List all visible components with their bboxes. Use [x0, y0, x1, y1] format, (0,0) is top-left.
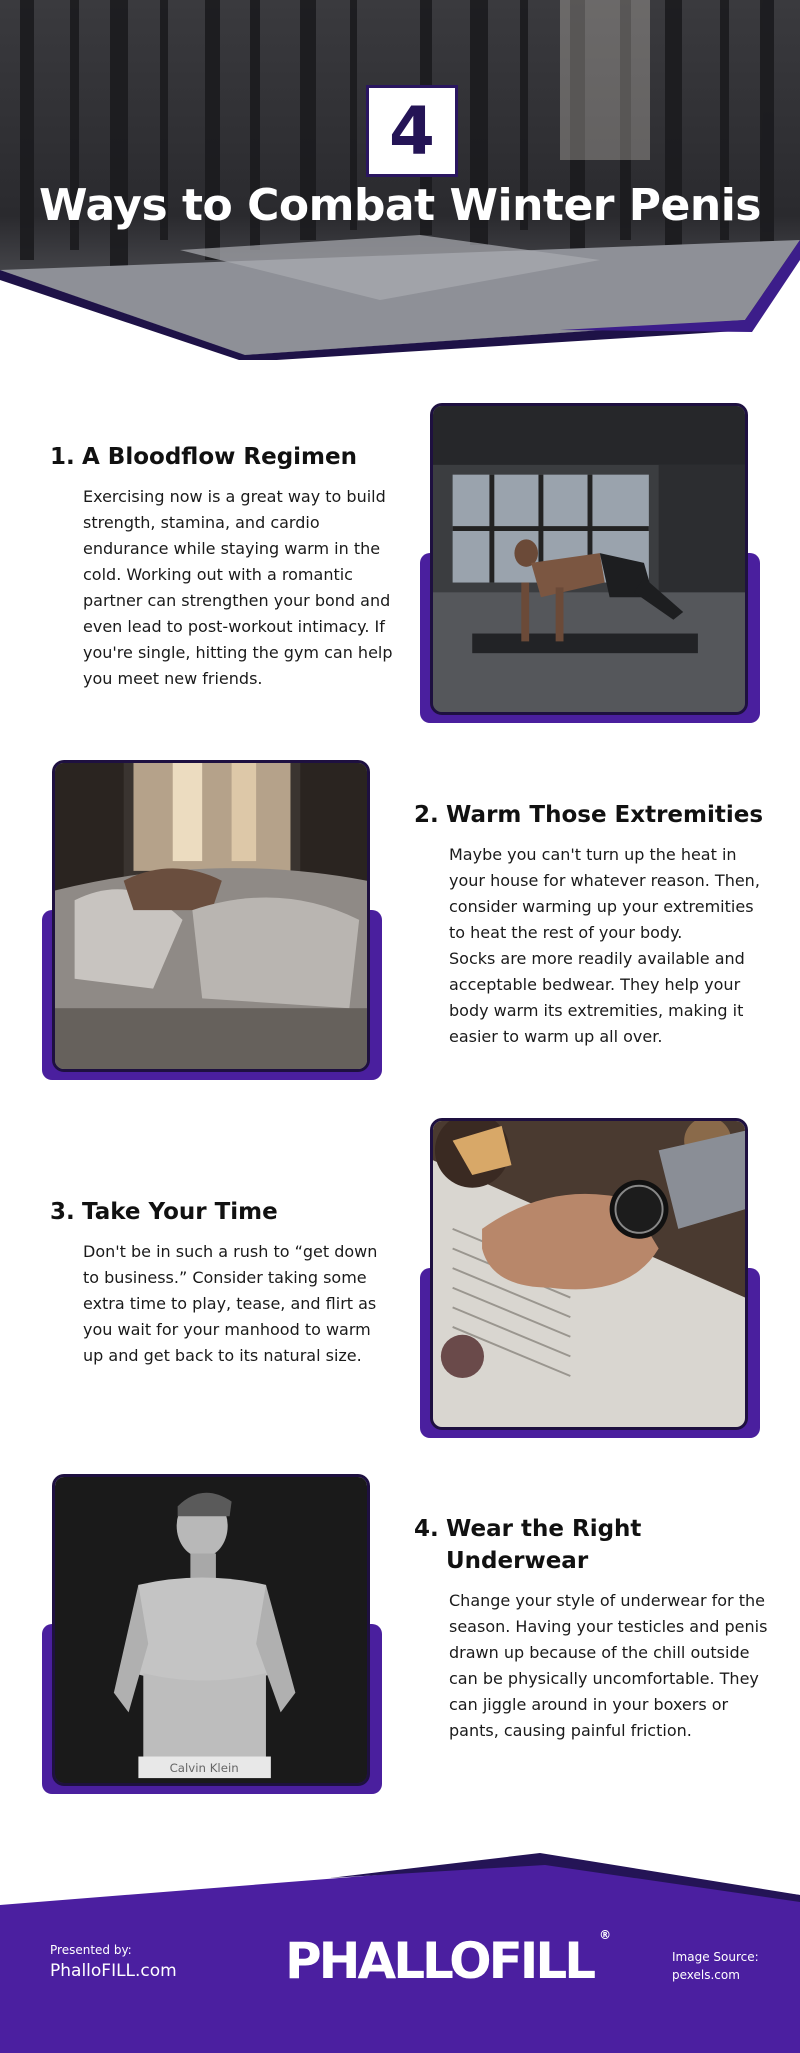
tip-3-photo-frame: [420, 1118, 760, 1438]
tip-2-body: [449, 842, 769, 1050]
tip-3-heading: [50, 1196, 390, 1228]
tip-2-body-paragraph-2: Socks are more readily available and acceptable bedwear. They help your body warm its extremities, making it easier to warm up all over.: [449, 949, 745, 1046]
image-source-block: [672, 1948, 759, 1984]
tip-4-body: Change your style of underwear for the season. Having your testicles and penis drawn up because of the chill outside can be physically uncomfortable. They can jiggle around in your boxers or pants, causing painful friction.: [449, 1591, 768, 1740]
tip-1-number: 1.: [50, 444, 75, 470]
presented-by-site-link[interactable]: PhalloFILL.com: [50, 1961, 177, 1981]
wristwatch-photo: [430, 1118, 748, 1430]
bed-sleeping-photo: [52, 760, 370, 1072]
tip-2-photo-frame: [42, 760, 382, 1080]
brand-logo-text: PHALLOFILL: [285, 1932, 594, 1990]
tip-1-heading: [50, 441, 390, 473]
tip-3-number: 3.: [50, 1199, 75, 1225]
header-banner: [0, 0, 800, 360]
waistband-brand-text: Calvin Klein: [169, 1761, 239, 1776]
tip-4-number: 4.: [414, 1516, 439, 1542]
footer: [0, 1840, 800, 2053]
page-title: Ways to Combat Winter Penis: [39, 180, 761, 231]
registered-mark: ®: [599, 1928, 612, 1942]
presented-by-block: [50, 1943, 177, 1981]
underwear-model-photo: [52, 1474, 370, 1786]
image-source-site[interactable]: pexels.com: [672, 1968, 740, 1982]
tip-2-title: Warm Those Extremities: [446, 802, 764, 828]
tip-3-body: Don't be in such a rush to “get down to business.” Consider taking some extra time to play, tease, and flirt as you wait for your manhood to warm up and get back to its natural size.: [83, 1242, 378, 1365]
brand-logo: [285, 1928, 612, 1990]
gym-workout-photo: [430, 403, 748, 715]
number-badge: 4: [366, 85, 458, 177]
tip-1-title: A Bloodflow Regimen: [82, 444, 357, 470]
tip-4-heading: [414, 1513, 774, 1577]
tip-2-body-paragraph-1: Maybe you can't turn up the heat in your house for whatever reason. Then, consider warming up your extremities to heat the rest of your body.: [449, 845, 760, 942]
tip-3-title: Take Your Time: [82, 1199, 278, 1225]
presented-by-label: Presented by:: [50, 1943, 132, 1957]
tip-1-photo-frame: [420, 403, 760, 723]
image-source-label: Image Source:: [672, 1950, 759, 1964]
tip-4-photo-frame: [42, 1474, 382, 1794]
tip-2-number: 2.: [414, 802, 439, 828]
tip-4-title: Wear the Right Underwear: [446, 1516, 642, 1574]
tip-1-body: Exercising now is a great way to build strength, stamina, and cardio endurance while staying warm in the cold. Working out with a romantic partner can strengthen your bond and even lead to post-workout intimacy. If you're single, hitting the gym can help you meet new friends.: [83, 487, 393, 688]
tip-2-heading: [414, 799, 774, 831]
